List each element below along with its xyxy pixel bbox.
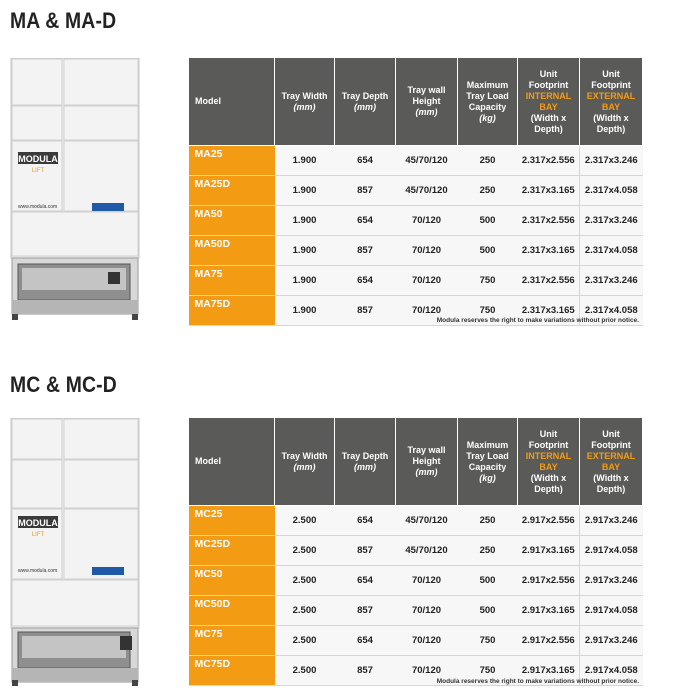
internal-bay-cell: 2.317x3.165 [518, 176, 580, 206]
wall-height-cell: 70/120 [396, 596, 458, 626]
table-row [189, 626, 643, 656]
internal-bay-cell: 2.917x3.165 [518, 656, 580, 686]
machine-image-mc [10, 418, 140, 686]
wall-height-cell: 70/120 [396, 206, 458, 236]
tray-depth-cell: 654 [335, 566, 396, 596]
model-cell: MC50 [189, 566, 275, 596]
internal-bay-cell: 2.317x2.556 [518, 266, 580, 296]
control-panel-icon [92, 567, 124, 575]
model-cell: MC25D [189, 536, 275, 566]
external-bay-cell: 2.917x4.058 [580, 536, 643, 566]
external-bay-cell: 2.917x3.246 [580, 566, 643, 596]
model-cell: MA25 [189, 146, 275, 176]
tray-width-cell: 2.500 [275, 596, 335, 626]
header-internal-bay: Unit Footprint INTERNAL BAY (Width x Depth) [518, 58, 580, 146]
max-load-cell: 250 [458, 176, 518, 206]
max-load-cell: 500 [458, 566, 518, 596]
header-internal-bay: Unit Footprint INTERNAL BAY (Width x Depth) [518, 418, 580, 506]
tray-depth-cell: 857 [335, 536, 396, 566]
wall-height-cell: 70/120 [396, 626, 458, 656]
external-bay-cell: 2.317x4.058 [580, 176, 643, 206]
internal-bay-cell: 2.317x3.165 [518, 236, 580, 266]
tray-width-cell: 1.900 [275, 296, 335, 326]
header-model: Model [189, 58, 275, 146]
tray-width-cell: 1.900 [275, 236, 335, 266]
spec-table-ma [188, 57, 643, 326]
logo-sub: LIFT [31, 532, 45, 538]
max-load-cell: 750 [458, 296, 518, 326]
max-load-cell: 250 [458, 536, 518, 566]
wall-height-cell: 45/70/120 [396, 176, 458, 206]
external-bay-cell: 2.317x3.246 [580, 206, 643, 236]
tray-depth-cell: 857 [335, 296, 396, 326]
table-row [189, 176, 643, 206]
model-cell: MC25 [189, 506, 275, 536]
tray-width-cell: 1.900 [275, 146, 335, 176]
wall-height-cell: 45/70/120 [396, 146, 458, 176]
internal-bay-cell: 2.317x2.556 [518, 146, 580, 176]
max-load-cell: 250 [458, 146, 518, 176]
tray-width-cell: 2.500 [275, 506, 335, 536]
external-bay-cell: 2.917x3.246 [580, 506, 643, 536]
wall-height-cell: 45/70/120 [396, 536, 458, 566]
table-row [189, 146, 643, 176]
internal-bay-cell: 2.917x2.556 [518, 566, 580, 596]
model-cell: MA75D [189, 296, 275, 326]
max-load-cell: 500 [458, 206, 518, 236]
keypad-icon [108, 272, 120, 284]
tray-depth-cell: 857 [335, 596, 396, 626]
external-bay-cell: 2.317x4.058 [580, 236, 643, 266]
wall-height-cell: 70/120 [396, 656, 458, 686]
model-cell: MC50D [189, 596, 275, 626]
internal-bay-cell: 2.317x2.556 [518, 206, 580, 236]
header-external-bay: Unit Footprint EXTERNAL BAY (Width x Depth) [580, 58, 643, 146]
table-row [189, 206, 643, 236]
tray-width-cell: 1.900 [275, 176, 335, 206]
machine-image-ma [10, 58, 140, 320]
logo-text: MODULA [18, 154, 58, 164]
table-row [189, 236, 643, 266]
tray-depth-cell: 654 [335, 266, 396, 296]
max-load-cell: 250 [458, 506, 518, 536]
header-max-load: Maximum Tray Load Capacity (kg) [458, 58, 518, 146]
header-model: Model [189, 418, 275, 506]
header-tray-depth: Tray Depth (mm) [335, 58, 396, 146]
model-cell: MA50 [189, 206, 275, 236]
table-row [189, 506, 643, 536]
model-cell: MC75 [189, 626, 275, 656]
model-cell: MA25D [189, 176, 275, 206]
model-cell: MA75 [189, 266, 275, 296]
keypad-icon [120, 636, 132, 650]
tray-width-cell: 1.900 [275, 266, 335, 296]
tray-depth-cell: 654 [335, 206, 396, 236]
max-load-cell: 750 [458, 656, 518, 686]
control-panel-icon [92, 203, 124, 211]
internal-bay-cell: 2.917x3.165 [518, 536, 580, 566]
header-wall-height: Tray wall Height (mm) [396, 418, 458, 506]
website-label: www.modula.com [18, 568, 58, 574]
external-bay-cell: 2.317x4.058 [580, 296, 643, 326]
model-cell: MC75D [189, 656, 275, 686]
internal-bay-cell: 2.917x2.556 [518, 506, 580, 536]
max-load-cell: 750 [458, 266, 518, 296]
header-max-load: Maximum Tray Load Capacity (kg) [458, 418, 518, 506]
header-tray-depth: Tray Depth (mm) [335, 418, 396, 506]
tray-depth-cell: 857 [335, 236, 396, 266]
max-load-cell: 750 [458, 626, 518, 656]
tray-depth-cell: 857 [335, 176, 396, 206]
tray-width-cell: 2.500 [275, 626, 335, 656]
table-row [189, 536, 643, 566]
header-external-bay: Unit Footprint EXTERNAL BAY (Width x Depth) [580, 418, 643, 506]
max-load-cell: 500 [458, 236, 518, 266]
spec-table-mc [188, 417, 643, 686]
header-tray-width: Tray Width (mm) [275, 418, 335, 506]
tray-width-cell: 2.500 [275, 566, 335, 596]
footnote-ma: Modula reserves the right to make variations without prior notice. [436, 317, 639, 324]
section-title-mc: MC & MC-D [10, 372, 117, 397]
external-bay-cell: 2.317x3.246 [580, 146, 643, 176]
model-cell: MA50D [189, 236, 275, 266]
tray-depth-cell: 654 [335, 626, 396, 656]
external-bay-cell: 2.917x4.058 [580, 656, 643, 686]
header-tray-width: Tray Width (mm) [275, 58, 335, 146]
tray-width-cell: 2.500 [275, 656, 335, 686]
table-row [189, 266, 643, 296]
website-label: www.modula.com [18, 204, 58, 210]
internal-bay-cell: 2.917x3.165 [518, 596, 580, 626]
logo-text: MODULA [18, 518, 58, 528]
section-title-ma: MA & MA-D [10, 8, 117, 33]
tray-depth-cell: 857 [335, 656, 396, 686]
wall-height-cell: 70/120 [396, 236, 458, 266]
wall-height-cell: 70/120 [396, 296, 458, 326]
internal-bay-cell: 2.917x2.556 [518, 626, 580, 656]
external-bay-cell: 2.917x4.058 [580, 596, 643, 626]
footnote-mc: Modula reserves the right to make variations without prior notice. [436, 678, 639, 685]
external-bay-cell: 2.317x3.246 [580, 266, 643, 296]
tray-width-cell: 1.900 [275, 206, 335, 236]
logo-sub: LIFT [31, 168, 45, 174]
tray-depth-cell: 654 [335, 146, 396, 176]
tray-depth-cell: 654 [335, 506, 396, 536]
max-load-cell: 500 [458, 596, 518, 626]
wall-height-cell: 70/120 [396, 566, 458, 596]
internal-bay-cell: 2.317x3.165 [518, 296, 580, 326]
table-row [189, 596, 643, 626]
wall-height-cell: 70/120 [396, 266, 458, 296]
header-wall-height: Tray wall Height (mm) [396, 58, 458, 146]
tray-width-cell: 2.500 [275, 536, 335, 566]
external-bay-cell: 2.917x3.246 [580, 626, 643, 656]
wall-height-cell: 45/70/120 [396, 506, 458, 536]
table-row [189, 566, 643, 596]
